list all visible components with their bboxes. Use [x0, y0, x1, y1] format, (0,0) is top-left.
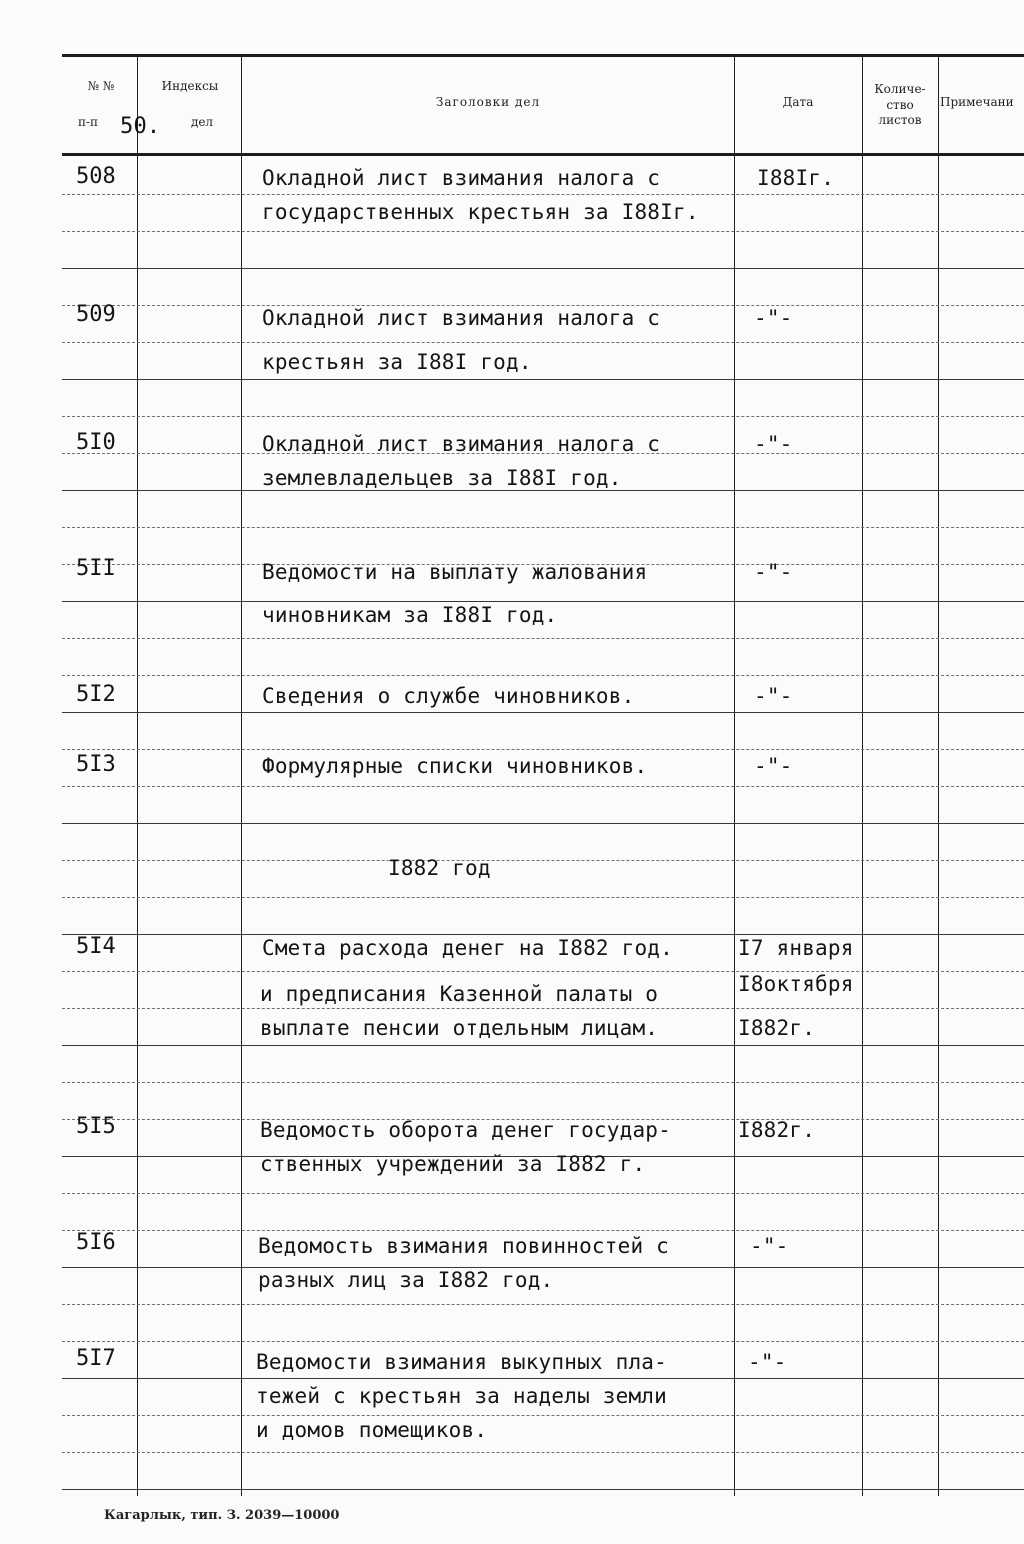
case-title-line: Ведомости взимания выкупных пла-	[256, 1350, 667, 1374]
form-ruling-line	[62, 1230, 1024, 1231]
printer-imprint: Кагарлык, тип. З. 2039—10000	[104, 1508, 340, 1523]
case-date: -"-	[754, 306, 793, 330]
case-date: -"-	[754, 754, 793, 778]
case-title-line: и предписания Казенной палаты о	[260, 982, 659, 1006]
column-divider	[137, 56, 138, 1496]
column-divider	[734, 56, 735, 1496]
form-ruling-line	[62, 490, 1024, 491]
form-ruling-line	[62, 527, 1024, 528]
header-index-line2: дел	[190, 115, 214, 129]
form-ruling-line	[62, 860, 1024, 861]
form-ruling-line	[62, 638, 1024, 639]
case-title-line: Ведомости на выплату жалования	[262, 560, 648, 584]
case-title-line: тежей с крестьян за наделы земли	[256, 1384, 667, 1408]
form-ruling-line	[62, 712, 1024, 713]
header-number-line2: п-п	[77, 115, 99, 129]
case-number: 5I4	[76, 934, 116, 959]
case-title-line: Формулярные списки чиновников.	[262, 754, 648, 778]
case-date: -"-	[754, 432, 793, 456]
header-date: Дата	[782, 95, 814, 109]
fond-number: 50.	[120, 114, 161, 139]
case-title-line: Ведомость оборота денег государ-	[260, 1118, 671, 1142]
case-date: I7 января	[738, 936, 854, 960]
header-title: Заголовки дел	[435, 95, 541, 109]
case-title-line: и домов помещиков.	[256, 1418, 488, 1442]
case-date: -"-	[748, 1350, 787, 1374]
column-divider	[241, 56, 242, 1496]
form-ruling-line	[62, 1415, 1024, 1416]
column-divider	[862, 56, 863, 1496]
form-ruling-line	[62, 416, 1024, 417]
case-date: -"-	[754, 684, 793, 708]
form-ruling-line	[62, 1082, 1024, 1083]
case-number: 5I2	[76, 682, 116, 707]
form-ruling-line	[62, 749, 1024, 750]
case-title-line: Окладной лист взимания налога с	[262, 306, 661, 330]
case-date: I88Iг.	[757, 166, 835, 190]
case-title-line: землевладельцев за I88I год.	[262, 466, 622, 490]
case-date: I8октября	[738, 972, 854, 996]
form-ruling-line	[62, 786, 1024, 787]
form-ruling-line	[62, 342, 1024, 343]
header-bottom-rule	[62, 153, 1024, 156]
form-ruling-line	[62, 379, 1024, 380]
form-ruling-line	[62, 675, 1024, 676]
section-heading-year: I882 год	[388, 856, 491, 880]
case-number: 5I5	[76, 1114, 116, 1139]
form-ruling-line	[62, 971, 1024, 972]
form-ruling-line	[62, 1378, 1024, 1379]
case-title-line: выплате пенсии отдельным лицам.	[260, 1016, 659, 1040]
form-ruling-line	[62, 1304, 1024, 1305]
case-title-line: чиновникам за I88I год.	[262, 603, 558, 627]
form-ruling-line	[62, 934, 1024, 935]
form-ruling-line	[62, 231, 1024, 232]
header-sheets-line2: ство	[886, 98, 914, 112]
case-title-line: Окладной лист взимания налога с	[262, 432, 661, 456]
case-number: 5I3	[76, 752, 116, 777]
case-title-line: разных лиц за I882 год.	[258, 1268, 554, 1292]
form-ruling-line	[62, 1341, 1024, 1342]
case-number: 5I0	[76, 430, 116, 455]
case-date: -"-	[750, 1234, 789, 1258]
case-title-line: Ведомость взимания повинностей с	[258, 1234, 669, 1258]
case-title-line: государственных крестьян за I88Iг.	[262, 200, 699, 224]
form-ruling-line	[62, 1489, 1024, 1490]
case-number: 5I6	[76, 1230, 116, 1255]
case-date: I882г.	[738, 1016, 816, 1040]
header-index-line1: Индексы	[161, 79, 219, 93]
case-title-line: Окладной лист взимания налога с	[262, 166, 661, 190]
form-ruling-line	[62, 1008, 1024, 1009]
form-ruling-line	[62, 1193, 1024, 1194]
header-sheets-line1: Количе-	[874, 82, 926, 96]
case-number: 5I7	[76, 1346, 116, 1371]
case-number: 509	[76, 302, 116, 327]
case-title-line: Смета расхода денег на I882 год.	[262, 936, 673, 960]
case-number: 5II	[76, 556, 116, 581]
form-ruling-line	[62, 194, 1024, 195]
case-title-line: Сведения о службе чиновников.	[262, 684, 635, 708]
table-top-rule	[62, 54, 1024, 57]
case-title-line: ственных учреждений за I882 г.	[260, 1152, 646, 1176]
header-number-line1: № №	[87, 79, 115, 93]
header-sheets-line3: листов	[878, 113, 922, 127]
form-ruling-line	[62, 1452, 1024, 1453]
form-ruling-line	[62, 268, 1024, 269]
header-notes: Примечани	[940, 95, 1014, 109]
form-ruling-line	[62, 897, 1024, 898]
form-ruling-line	[62, 601, 1024, 602]
case-date: I882г.	[738, 1118, 816, 1142]
case-date: -"-	[754, 560, 793, 584]
column-divider	[938, 56, 939, 1496]
case-title-line: крестьян за I88I год.	[262, 350, 532, 374]
form-ruling-line	[62, 823, 1024, 824]
form-ruling-line	[62, 1045, 1024, 1046]
case-number: 508	[76, 164, 116, 189]
